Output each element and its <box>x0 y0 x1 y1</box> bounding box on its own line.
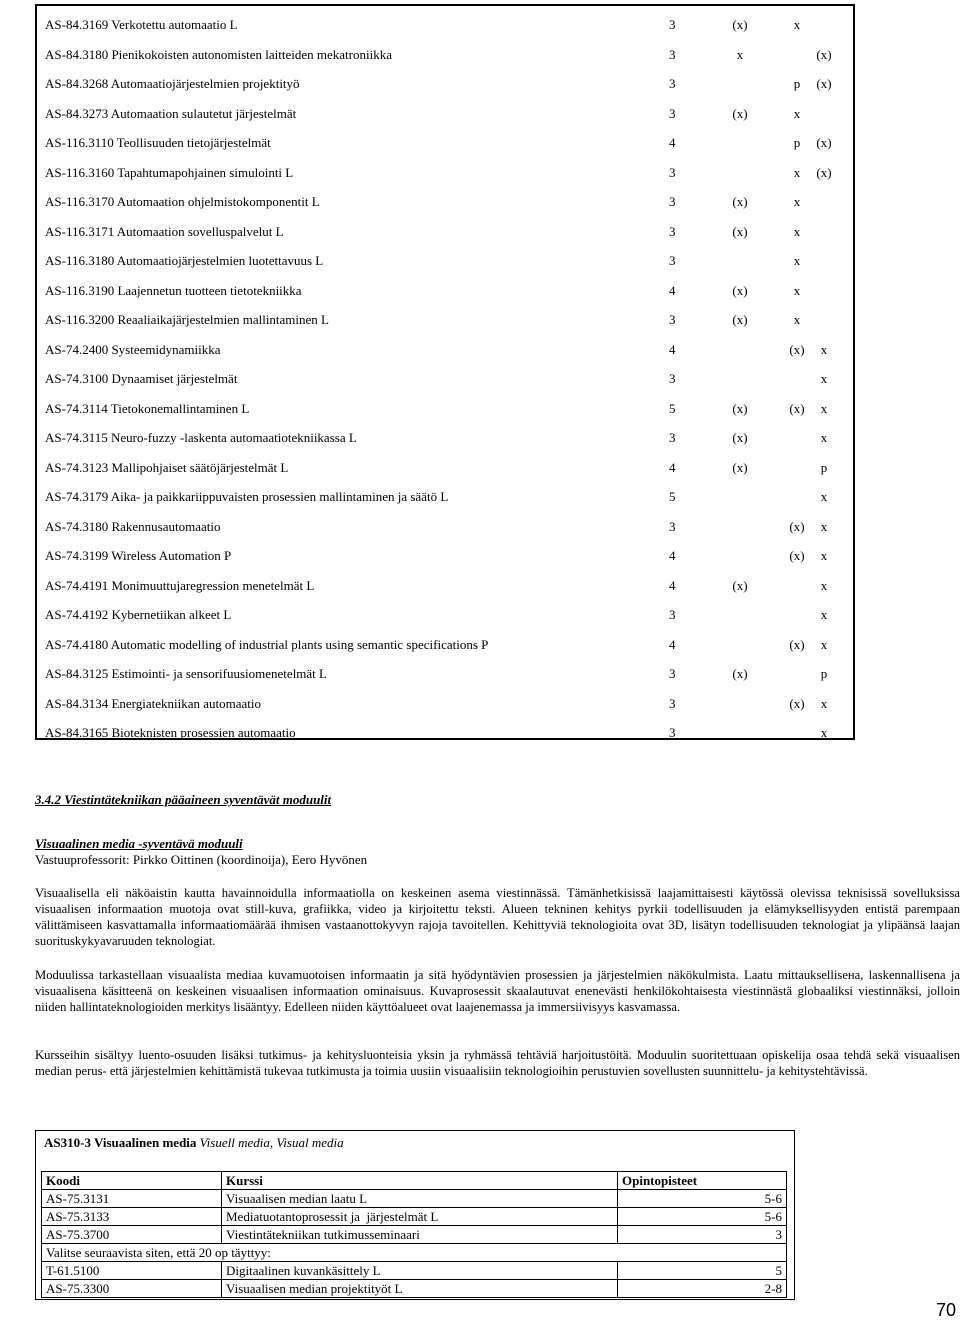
course-credits: 3 <box>669 194 676 209</box>
course-mark-3: p <box>820 666 828 681</box>
course-name: Digitaalinen kuvankäsittely L <box>222 1262 618 1280</box>
course-credits: 3 <box>669 105 676 121</box>
table-row <box>37 516 853 538</box>
course-credits: 3 <box>669 371 676 386</box>
course-mark-3: x <box>820 341 828 357</box>
course-mark-2: (x) <box>789 548 805 563</box>
course-credits: 5-6 <box>618 1190 787 1208</box>
table-row <box>37 398 853 420</box>
table-row <box>37 693 853 715</box>
course-name: Mediatuotantoprosessit ja järjestelmät L <box>222 1208 618 1226</box>
course-name: AS-84.3180 Pienikokoisten autonomisten laitteiden mekatroniikka <box>45 46 392 62</box>
course-name: AS-116.3160 Tapahtumapohjainen simulointi L <box>45 164 294 180</box>
section-heading: 3.4.2 Viestintätekniikan pääaineen syventävät moduulit <box>35 792 332 807</box>
table-row <box>37 368 853 390</box>
table-row <box>37 604 853 626</box>
course-code: T-61.5100 <box>42 1262 222 1280</box>
course-mark-3: x <box>820 548 828 563</box>
course-code: AS-75.3300 <box>42 1280 222 1298</box>
course-credits: 3 <box>669 430 676 445</box>
module-title: Visuaalinen media -syventävä moduuli <box>35 836 243 851</box>
module-description-paragraph: Visuaalisella eli näköaistin kautta havainnoidulla informaatiolla on keskeinen asema viestinnässä. Tämänhetkisissä laajamittaisesti käytössä olevissa teknisissä sovelluksissa visuaalisen informaation muotoja ovat still-kuva, grafiikka, video ja kirjoitettu teksti. Alueen tekninen kehitys pyrkii todellisuuden ja elämyksellisyyden entistä parempaan välittämiseen kasvattamalla informaatiomäärää ihmisen vastaanottokyvyn rajoja tavoitellen. Kehittyviä teknologioita ovat 3D, lisätyn todellisuuden teknologiat ja ylipäänsä laajan suorituskykyavaruuden teknologiat. <box>35 886 960 948</box>
course-name: Visuaalisen median projektityöt L <box>222 1280 618 1298</box>
course-mark-2: x <box>793 312 801 327</box>
course-mark-3: p <box>820 459 828 475</box>
module-professors: Vastuuprofessorit: Pirkko Oittinen (koordinoija), Eero Hyvönen <box>35 852 368 867</box>
course-mark-3: x <box>820 430 828 445</box>
course-name: AS-84.3134 Energiatekniikan automaatio <box>45 695 262 711</box>
table-row <box>37 663 853 685</box>
course-credits: 3 <box>669 164 676 180</box>
course-name: Viestintätekniikan tutkimusseminaari <box>222 1226 618 1244</box>
course-credits: 3 <box>669 46 676 62</box>
table-row <box>42 1208 787 1226</box>
course-mark-1: (x) <box>732 577 748 593</box>
course-mark-2: x <box>793 253 801 268</box>
table-row <box>37 309 853 331</box>
header-credits: Opintopisteet <box>618 1172 787 1190</box>
table-row <box>37 250 853 272</box>
table-row <box>37 575 853 597</box>
course-credits: 4 <box>669 577 676 593</box>
course-name: AS-84.3125 Estimointi- ja sensorifuusiomenetelmät L <box>45 666 327 681</box>
course-mark-1: (x) <box>732 282 748 298</box>
table-row <box>37 73 853 95</box>
module-description-paragraph: Kursseihin sisältyy luento-osuuden lisäksi tutkimus- ja kehitysluonteisia yksin ja ryhmässä tehtäviä harjoitustöitä. Moduulin suoritettuaan opiskelija osaa tehdä sekä visuaalisen median perus- että järjestelmien kehittämistä tukevaa tutkimusta ja toimia uusiin visuaalisiin teknologioihin perustuvien sovellusten suunnittelu- ja kehitystehtävissä. <box>35 1048 960 1078</box>
course-name: AS-74.3180 Rakennusautomaatio <box>45 518 221 534</box>
table-row <box>42 1280 787 1298</box>
course-mark-3: x <box>820 636 828 652</box>
course-mark-3: (x) <box>816 135 832 150</box>
course-mark-2: (x) <box>789 518 805 534</box>
course-credits: 4 <box>669 282 676 298</box>
course-mark-1: (x) <box>732 430 748 445</box>
table-row <box>37 634 853 656</box>
course-name: AS-74.3179 Aika- ja paikkariippuvaisten prosessien mallintaminen ja säätö L <box>45 489 449 504</box>
course-mark-2: p <box>793 135 801 150</box>
course-mark-3: x <box>820 725 828 740</box>
course-name: AS-74.4180 Automatic modelling of industrial plants using semantic specifications P <box>45 636 489 652</box>
course-mark-2: (x) <box>789 695 805 711</box>
course-code: AS-75.3700 <box>42 1226 222 1244</box>
course-mark-2: (x) <box>789 400 805 416</box>
module-course-box <box>35 1130 795 1300</box>
course-name: AS-74.3123 Mallipohjaiset säätöjärjestelmät L <box>45 459 289 475</box>
choose-note: Valitse seuraavista siten, että 20 op täyttyy: <box>42 1244 787 1262</box>
course-credits: 3 <box>618 1226 787 1244</box>
course-table <box>35 4 855 740</box>
course-credits: 3 <box>669 76 676 91</box>
table-row <box>37 103 853 125</box>
course-mark-2: x <box>793 105 801 121</box>
course-name: AS-84.3169 Verkotettu automaatio L <box>45 17 238 32</box>
course-code: AS-75.3131 <box>42 1190 222 1208</box>
course-credits: 5 <box>618 1262 787 1280</box>
course-mark-2: x <box>793 164 801 180</box>
course-mark-1: (x) <box>732 666 748 681</box>
course-name: AS-74.3199 Wireless Automation P <box>45 548 232 563</box>
table-row <box>37 162 853 184</box>
table-row <box>37 339 853 361</box>
course-mark-1: (x) <box>732 105 748 121</box>
course-credits: 5 <box>669 489 676 504</box>
course-mark-3: (x) <box>816 164 832 180</box>
module-box-title <box>44 1135 344 1151</box>
course-mark-2: x <box>793 223 801 239</box>
course-name: AS-74.3115 Neuro-fuzzy -laskenta automaatiotekniikassa L <box>45 430 357 445</box>
course-mark-2: x <box>793 17 801 32</box>
course-mark-2: x <box>793 194 801 209</box>
page-number: 70 <box>936 1300 957 1320</box>
course-mark-2: p <box>793 76 801 91</box>
course-name: AS-74.2400 Systeemidynamiikka <box>45 341 221 357</box>
course-mark-1: (x) <box>732 223 748 239</box>
course-credits: 4 <box>669 548 676 563</box>
course-mark-3: x <box>820 607 828 622</box>
table-row <box>42 1262 787 1280</box>
course-mark-2: (x) <box>789 636 805 652</box>
table-row <box>37 14 853 36</box>
course-name: AS-116.3190 Laajennetun tuotteen tietotekniikka <box>45 282 302 298</box>
course-code: AS-75.3133 <box>42 1208 222 1226</box>
course-mark-1: (x) <box>732 459 748 475</box>
course-credits: 4 <box>669 459 676 475</box>
course-mark-3: x <box>820 577 828 593</box>
course-mark-3: x <box>820 371 828 386</box>
course-name: AS-116.3180 Automaatiojärjestelmien luotettavuus L <box>45 253 324 268</box>
course-credits: 3 <box>669 17 676 32</box>
table-row <box>37 280 853 302</box>
course-credits: 3 <box>669 695 676 711</box>
course-mark-3: (x) <box>816 46 832 62</box>
course-credits: 3 <box>669 607 676 622</box>
table-row <box>37 486 853 508</box>
course-credits: 2-8 <box>618 1280 787 1298</box>
course-credits: 3 <box>669 518 676 534</box>
table-row <box>37 221 853 243</box>
course-name: AS-74.3100 Dynaamiset järjestelmät <box>45 371 238 386</box>
table-row <box>37 191 853 213</box>
course-mark-3: x <box>820 518 828 534</box>
course-credits: 3 <box>669 223 676 239</box>
course-name: AS-74.3114 Tietokonemallintaminen L <box>45 400 250 416</box>
course-credits: 3 <box>669 666 676 681</box>
course-mark-3: x <box>820 489 828 504</box>
course-name: AS-74.4191 Monimuuttujaregression menetelmät L <box>45 577 315 593</box>
course-name: AS-116.3110 Teollisuuden tietojärjestelmät <box>45 135 271 150</box>
table-row <box>42 1226 787 1244</box>
module-code-title: AS310-3 Visuaalinen media <box>44 1135 197 1150</box>
course-name: AS-116.3200 Reaaliaikajärjestelmien mallintaminen L <box>45 312 329 327</box>
course-name: AS-84.3273 Automaation sulautetut järjestelmät <box>45 105 297 121</box>
course-mark-1: (x) <box>732 17 748 32</box>
course-mark-2: x <box>793 282 801 298</box>
course-mark-2: (x) <box>789 341 805 357</box>
course-credits: 3 <box>669 312 676 327</box>
course-mark-1: (x) <box>732 312 748 327</box>
course-mark-3: x <box>820 400 828 416</box>
course-credits: 3 <box>669 253 676 268</box>
course-mark-3: (x) <box>816 76 832 91</box>
table-row <box>42 1190 787 1208</box>
course-mark-1: (x) <box>732 400 748 416</box>
course-credits: 3 <box>669 725 676 740</box>
course-credits: 5 <box>669 400 676 416</box>
module-course-table <box>41 1171 787 1298</box>
course-credits: 4 <box>669 636 676 652</box>
header-course: Kurssi <box>222 1172 618 1190</box>
table-row <box>37 457 853 479</box>
table-row <box>37 427 853 449</box>
module-table-header-row <box>42 1172 787 1190</box>
course-mark-1: x <box>736 46 744 62</box>
table-row <box>37 722 853 744</box>
header-code: Koodi <box>42 1172 222 1190</box>
course-name: AS-74.4192 Kybernetiikan alkeet L <box>45 607 232 622</box>
module-translated-title: Visuell media, Visual media <box>199 1135 344 1150</box>
table-row <box>37 132 853 154</box>
choose-note-row <box>42 1244 787 1262</box>
table-row <box>37 545 853 567</box>
course-name: AS-84.3165 Bioteknisten prosessien automaatio <box>45 725 296 740</box>
course-name: AS-116.3171 Automaation sovelluspalvelut L <box>45 223 284 239</box>
course-name: AS-84.3268 Automaatiojärjestelmien projektityö <box>45 76 300 91</box>
course-credits: 5-6 <box>618 1208 787 1226</box>
course-mark-3: x <box>820 695 828 711</box>
course-credits: 4 <box>669 135 676 150</box>
table-row <box>37 44 853 66</box>
course-name: AS-116.3170 Automaation ohjelmistokomponentit L <box>45 194 320 209</box>
module-description-paragraph: Moduulissa tarkastellaan visuaalista mediaa kuvamuotoisen informaatin ja sitä hyödyntävien prosessien ja järjestelmien näkökulmista. Laatu mittaukselliseна, laskennallisena ja visuaalisena käsitteenä on keskeinen visuaalisen informaation ominaisuus. Kuvaprosessit skaalautuvat enenevästi henkilökohtaisesta viestinnästä globaaliksi viestinnäksi, jolloin niiden hallintateknologioiden merkitys lisääntyy. Edelleen niiden käyttöalueet ovat laajenemassa ja immersiivisyys kasvamassa. <box>35 968 960 1014</box>
course-name: Visuaalisen median laatu L <box>222 1190 618 1208</box>
course-mark-1: (x) <box>732 194 748 209</box>
course-credits: 4 <box>669 341 676 357</box>
